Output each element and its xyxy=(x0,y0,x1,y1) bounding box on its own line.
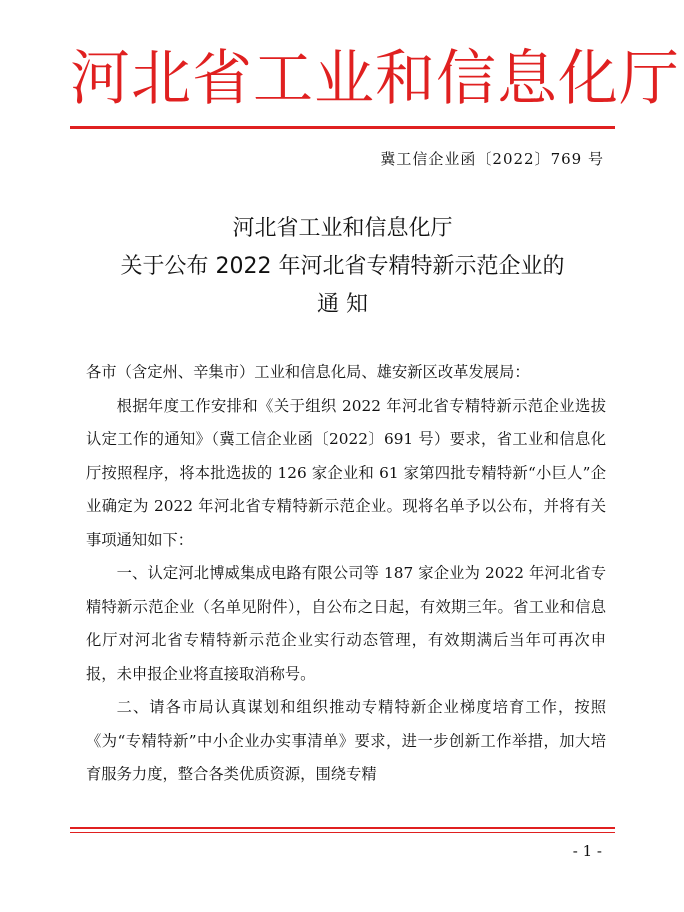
paragraph: 一、认定河北博威集成电路有限公司等 187 家企业为 2022 年河北省专精特新示范企业（名单见附件），自公布之日起，有效期三年。省工业和信息化厅对河北省专精特新示范企业实行动态管理，有效期满后当年可再次申报，未申报企业将直接取消称号。 xyxy=(86,564,606,683)
title-line-3: 通 知 xyxy=(317,292,368,317)
paragraph: 二、请各市局认真谋划和组织推动专精特新企业梯度培育工作，按照《为“专精特新”中小企业办实事清单》要求，进一步创新工作举措，加大培育服务力度，整合各类优质资源，围绕专精 xyxy=(86,698,606,783)
body-text xyxy=(86,356,606,792)
red-divider-bottom-thin xyxy=(70,832,615,833)
red-divider-top xyxy=(70,126,615,129)
title-line-2: 关于公布 2022 年河北省专精特新示范企业的 xyxy=(120,254,565,279)
paragraph: 根据年度工作安排和《关于组织 2022 年河北省专精特新示范企业选拔认定工作的通知》（冀工信企业函〔2022〕691 号）要求，省工业和信息化厅按照程序，将本批选拔的 126 家企业和 61 家第四批专精特新“小巨人”企业确定为 2022 年河北省专精特新示范企业。现将名单予以公布，并将有关事项通知如下： xyxy=(86,396,606,549)
page-number: - 1 - xyxy=(572,842,602,860)
document-number: 冀工信企业函〔2022〕769 号 xyxy=(380,150,604,168)
org-header: 河北省工业和信息化厅 xyxy=(70,44,680,114)
red-divider-bottom xyxy=(70,827,615,829)
document-title xyxy=(70,210,615,324)
title-line-1: 河北省工业和信息化厅 xyxy=(232,216,453,241)
salutation: 各市（含定州、辛集市）工业和信息化局、雄安新区改革发展局： xyxy=(86,363,530,381)
